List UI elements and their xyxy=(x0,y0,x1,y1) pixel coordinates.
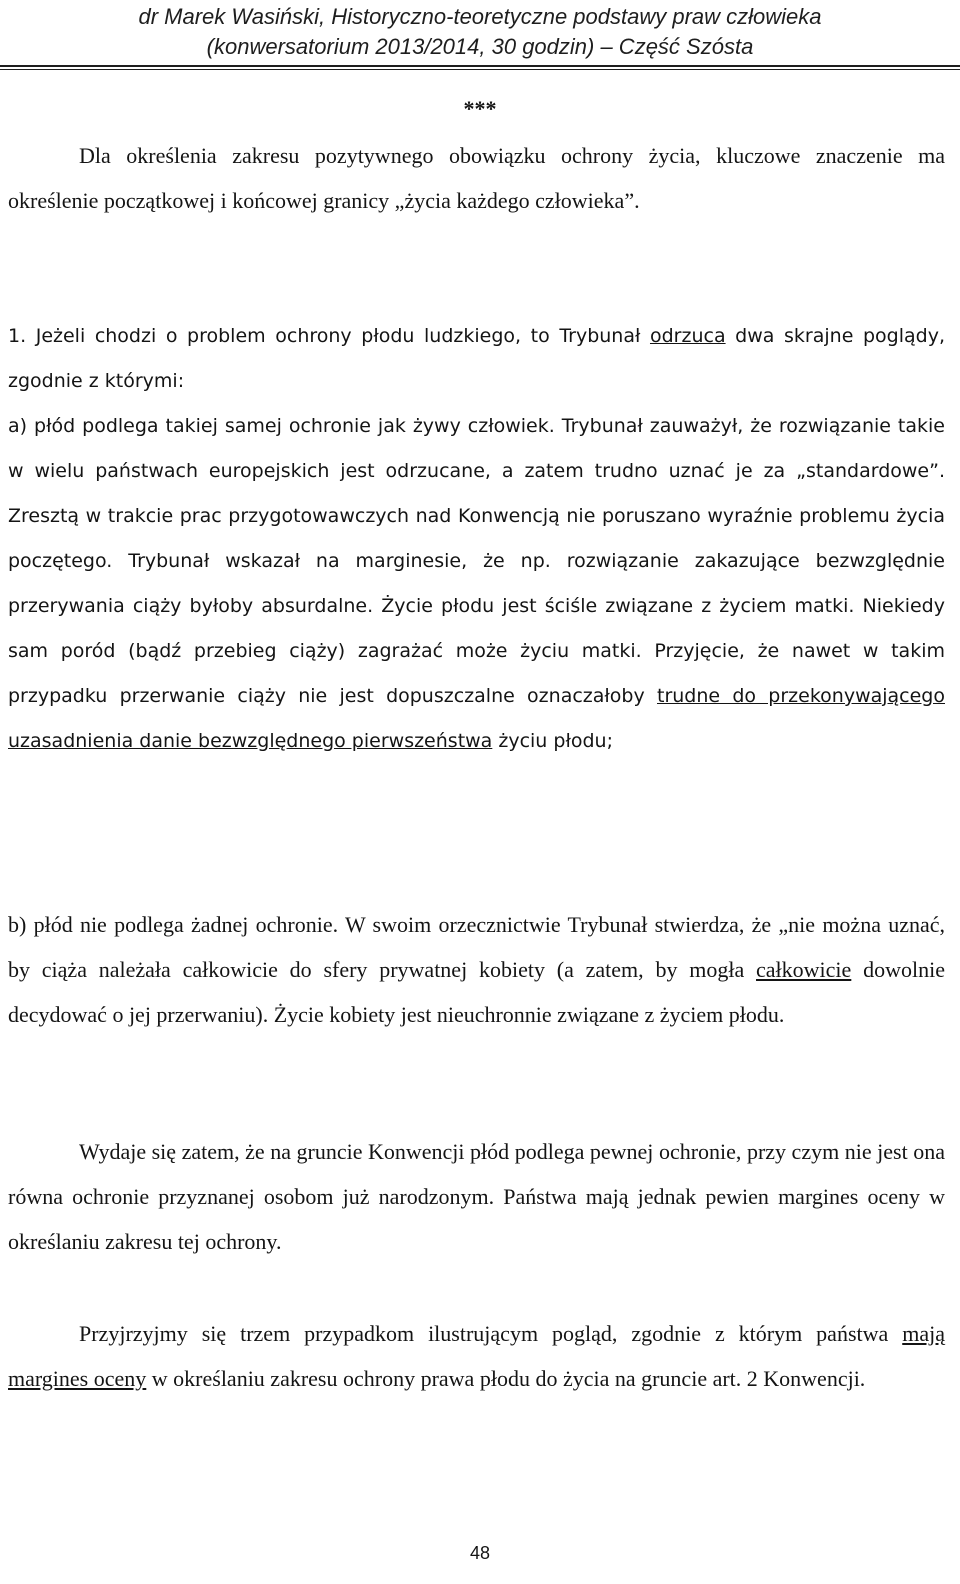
cases-intro-paragraph xyxy=(8,1311,945,1401)
point-1-text-b: dwa skrajne poglądy, zgodnie z którymi: xyxy=(8,325,945,392)
cases-intro-text-b: w określaniu zakresu ochrony prawa płodu do życia na gruncie art. 2 Konwencji. xyxy=(146,1366,866,1391)
point-a-paragraph xyxy=(8,404,945,764)
conclusion-paragraph: Wydaje się zatem, że na gruncie Konwencji płód podlega pewnej ochronie, przy czym nie jest ona równa ochronie przyznanej osobom już narodzonym. Państwa mają jednak pewien margines oceny w określaniu zakresu tej ochrony. xyxy=(8,1139,945,1254)
page-header xyxy=(0,2,960,62)
point-b-text-b: dowolnie decydować o jej przerwaniu). Życie kobiety jest nieuchronnie związane z życiem płodu. xyxy=(8,957,945,1027)
point-a-text-b: życiu płodu; xyxy=(492,730,613,752)
point-b-text-a: b) płód nie podlega żadnej ochronie. W swoim orzecznictwie Trybunał stwierdza, że „nie można uznać, by ciąża należała całkowicie do sfery prywatnej kobiety (a zatem, by mogła xyxy=(8,912,945,982)
point-a-text-a: a) płód podlega takiej samej ochronie jak żywy człowiek. Trybunał zauważył, że rozwiązanie takie w wielu państwach europejskich jest odrzucane, a zatem trudno uznać je za „standardowe”. Zresztą w trakcie prac przygotowawczych nad Konwencją nie poruszano wyraźnie problemu życia poczętego. Trybunał wskazał na marginesie, że np. rozwiązanie zakazujące bezwzględnie przerywania ciąży byłoby absurdalne. Życie płodu jest ściśle związane z życiem matki. Niekiedy sam poród (bądź przebieg ciąży) zagrażać może życiu matki. Przyjęcie, że nawet w takim przypadku przerwanie ciąży nie jest dopuszczalne oznaczałoby xyxy=(8,415,945,707)
section-separator: *** xyxy=(463,96,497,121)
header-rule xyxy=(0,65,960,70)
point-b-underlined: całkowicie xyxy=(756,957,852,982)
cases-intro-underlined: mają margines oceny xyxy=(8,1321,945,1391)
intro-paragraph: Dla określenia zakresu pozytywnego obowiązku ochrony życia, kluczowe znaczenie ma określenie początkowej i końcowej granicy „życia każdego człowieka”. xyxy=(8,143,945,213)
point-1-text-a: 1. Jeżeli chodzi o problem ochrony płodu ludzkiego, to Trybunał xyxy=(8,325,650,347)
point-1-underlined: odrzuca xyxy=(649,325,726,347)
point-a-underlined: trudne do przekonywającego uzasadnienia danie bezwzględnego pierwszeństwa xyxy=(8,685,945,752)
point-1-paragraph xyxy=(8,314,945,404)
point-b-paragraph xyxy=(8,902,945,1037)
page-number: 48 xyxy=(469,1543,491,1563)
header-line-1: dr Marek Wasiński, Historyczno-teoretyczne podstawy praw człowieka xyxy=(138,4,822,29)
header-line-2: (konwersatorium 2013/2014, 30 godzin) – Część Szósta xyxy=(206,34,754,59)
cases-intro-text-a: Przyjrzyjmy się trzem przypadkom ilustrującym pogląd, zgodnie z którym państwa xyxy=(79,1321,903,1346)
